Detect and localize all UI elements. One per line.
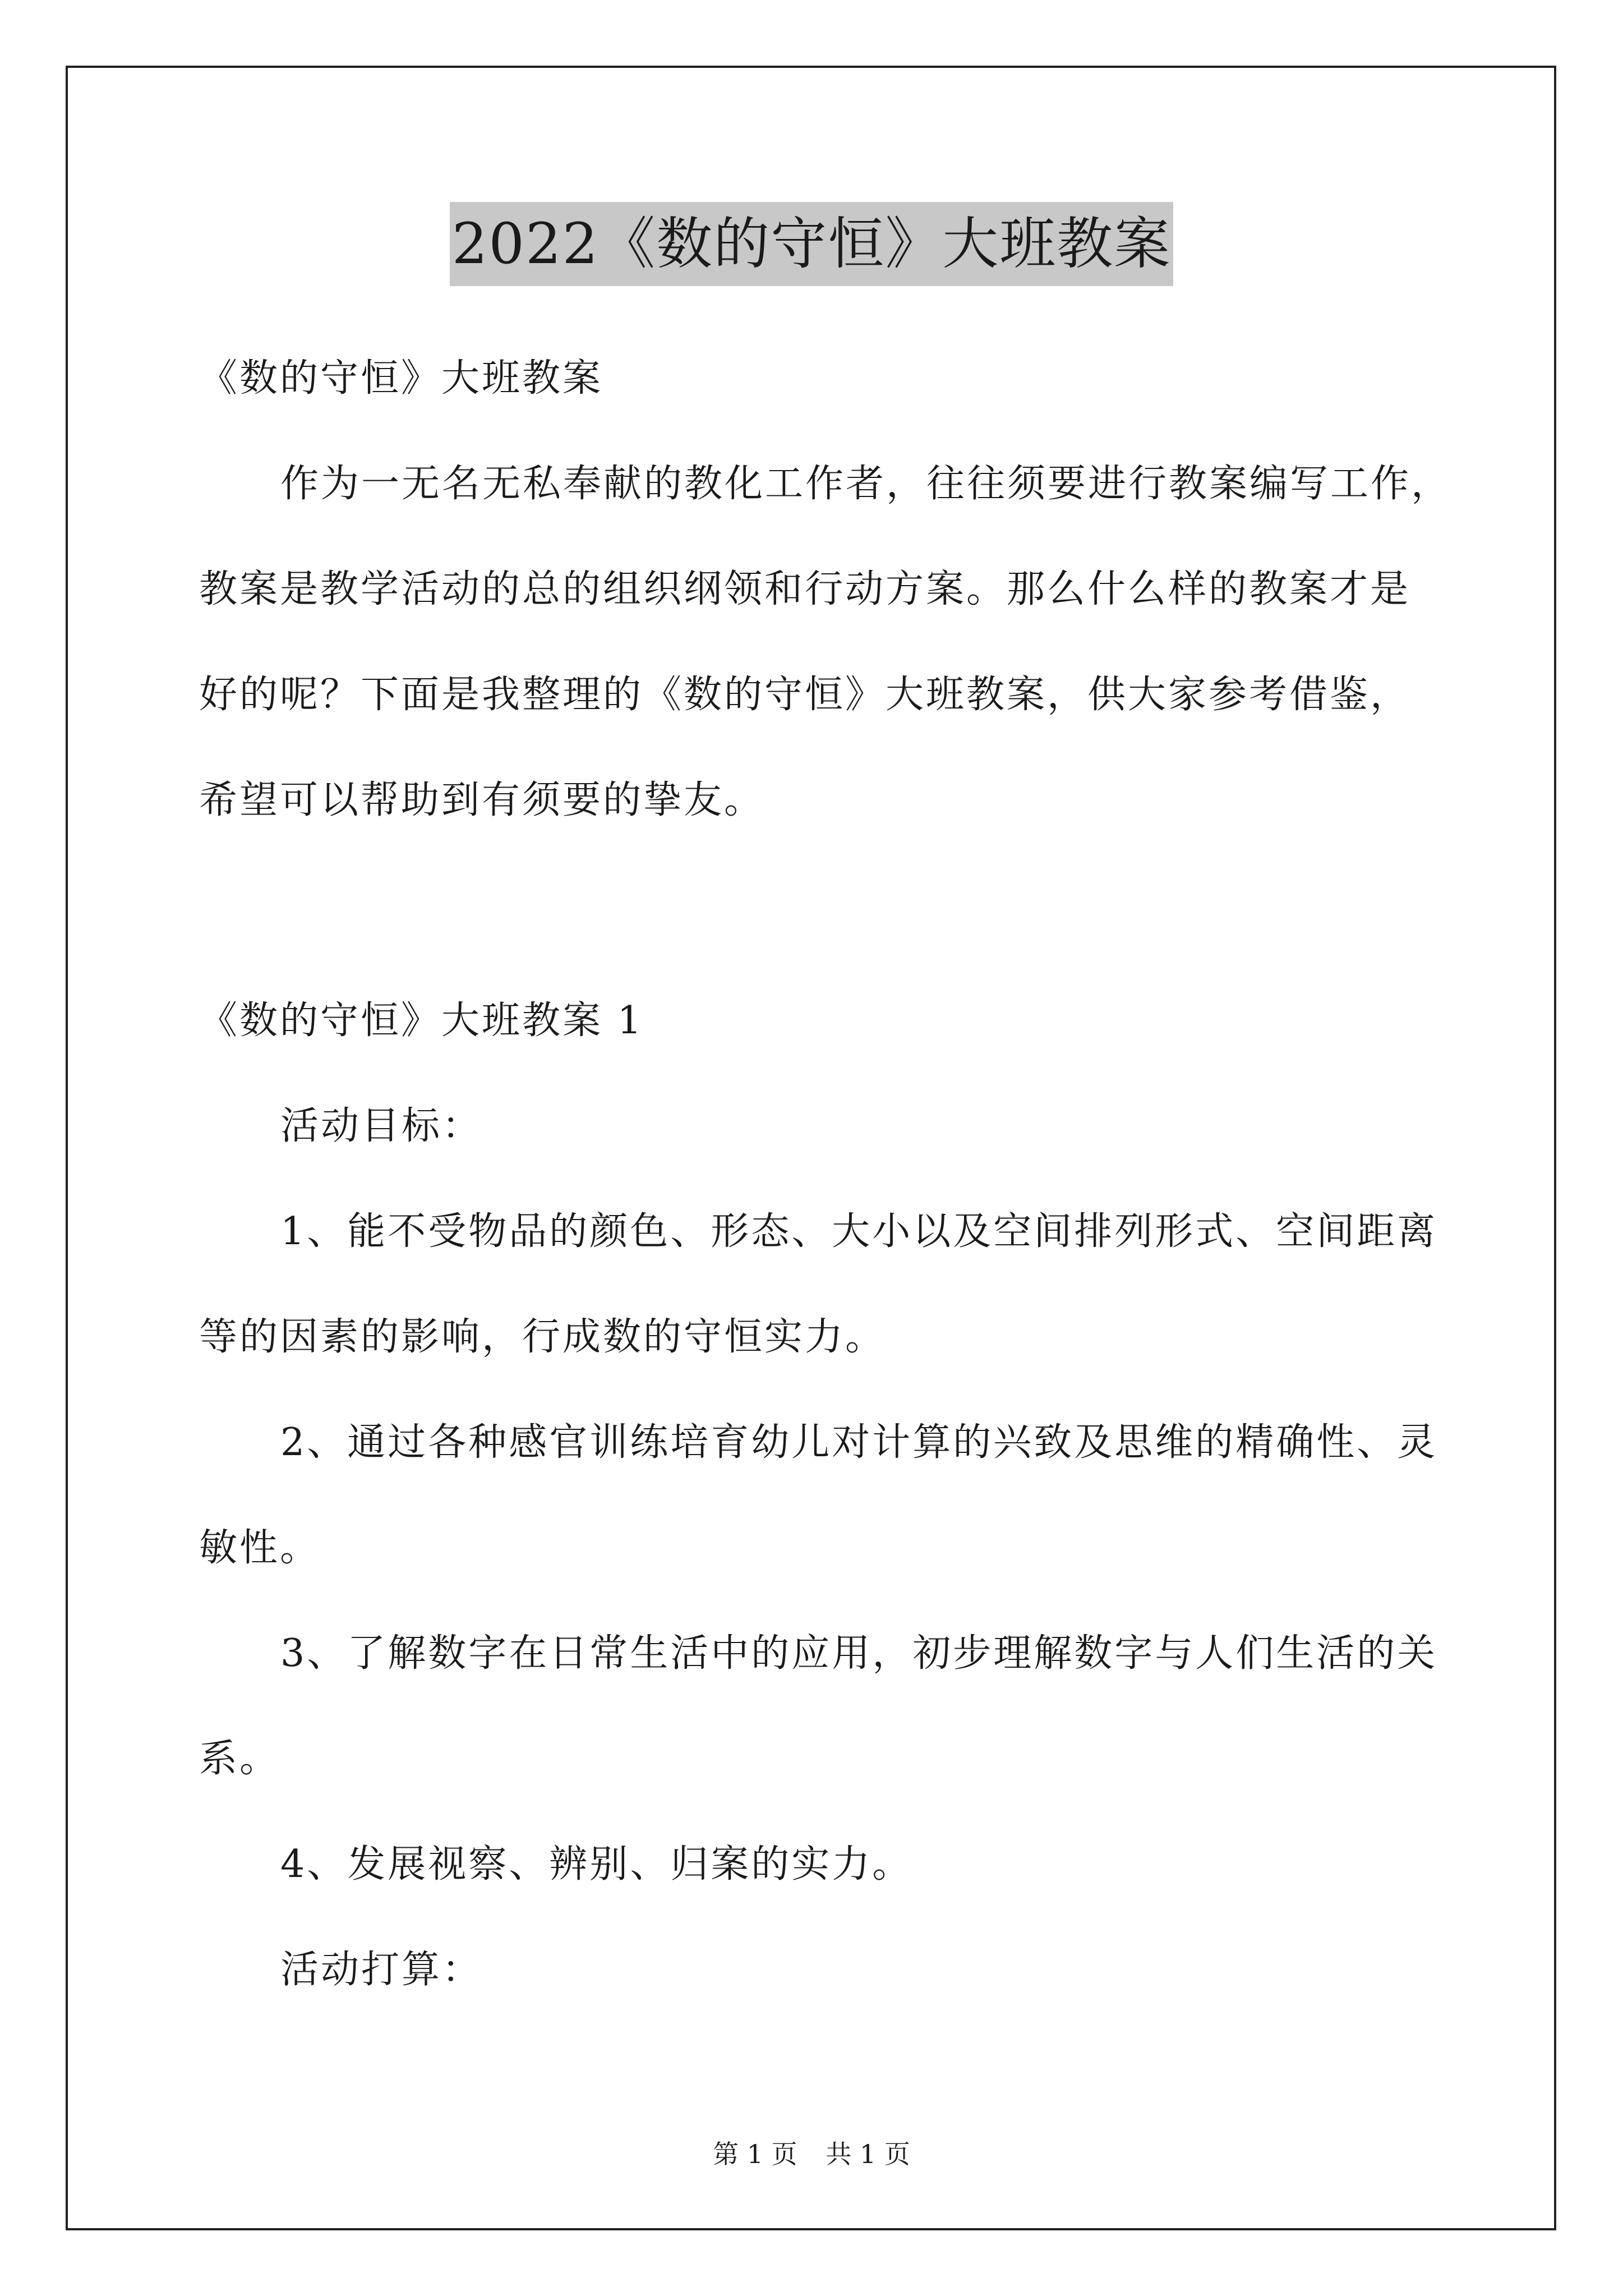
page-number-current: 第 1 页 <box>713 2139 797 2169</box>
document-title: 2022《数的守恒》大班教案 <box>450 202 1174 286</box>
paragraph-line: 教案是教学活动的总的组织纲领和行动方案。那么什么样的教案才是 <box>199 567 1411 611</box>
paragraph-line: 等的因素的影响，行成数的守恒实力。 <box>199 1315 886 1359</box>
paragraph-line: 活动目标： <box>280 1104 483 1148</box>
paragraph-line: 2、通过各种感官训练培育幼儿对计算的兴致及思维的精确性、灵 <box>280 1420 1438 1465</box>
paragraph-line: 活动打算： <box>280 1948 483 1992</box>
paragraph-line: 3、了解数字在日常生活中的应用，初步理解数字与人们生活的关 <box>280 1631 1438 1676</box>
page-footer <box>0 2137 1623 2171</box>
paragraph-line: 好的呢？下面是我整理的《数的守恒》大班教案，供大家参考借鉴， <box>199 673 1411 717</box>
paragraph-line: 4、发展视察、辨别、归案的实力。 <box>280 1842 913 1887</box>
title-container <box>0 202 1623 286</box>
section-heading: 《数的守恒》大班教案 1 <box>199 999 644 1043</box>
paragraph-line: 系。 <box>199 1737 280 1781</box>
paragraph-line: 希望可以帮助到有须要的挚友。 <box>199 778 765 822</box>
paragraph-line: 1、能不受物品的颜色、形态、大小以及空间排列形式、空间距离 <box>280 1209 1438 1254</box>
page-number-total: 共 1 页 <box>826 2139 910 2169</box>
paragraph-line: 敏性。 <box>199 1526 321 1570</box>
paragraph-line: 作为一无名无私奉献的教化工作者，往往须要进行教案编写工作， <box>280 462 1452 506</box>
subtitle-line: 《数的守恒》大班教案 <box>199 356 603 401</box>
